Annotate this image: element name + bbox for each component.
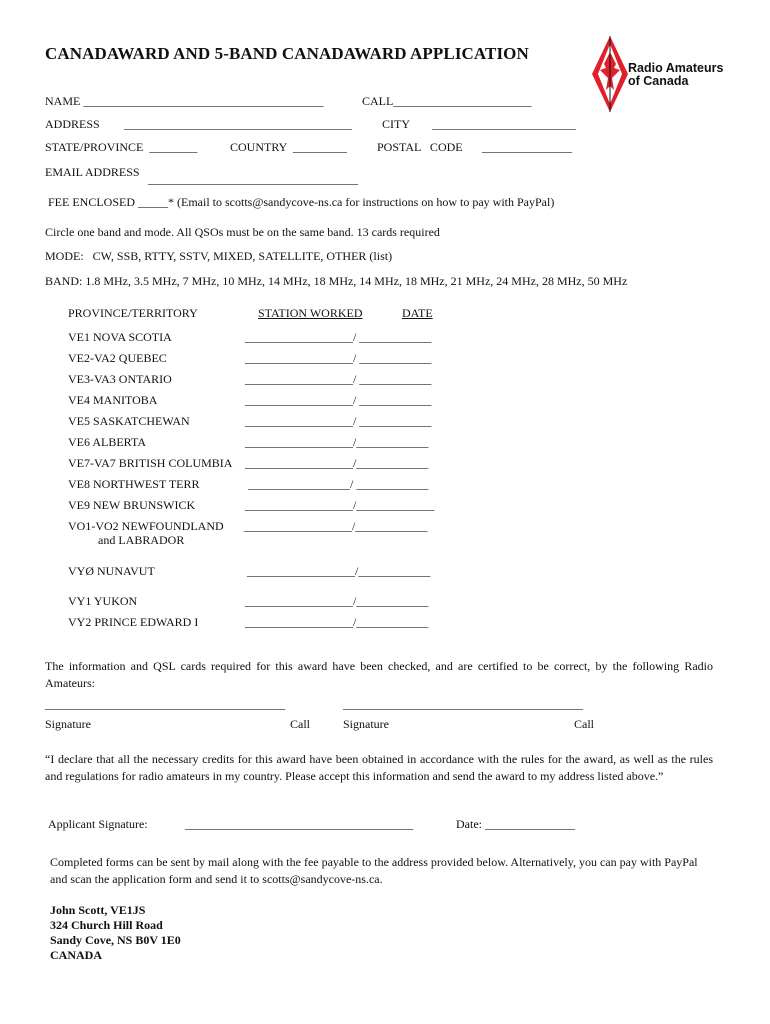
email-label: EMAIL ADDRESS — [45, 165, 140, 179]
row-province: VE9 NEW BRUNSWICK — [68, 498, 196, 512]
mail-address — [50, 903, 181, 963]
name-field[interactable]: NAME ________________________________________ — [45, 94, 324, 108]
completed-paragraph: Completed forms can be sent by mail along with the fee payable to the address provided below. Alternatively, you can pay with PayPal and scan the application form and send it to scotts@sandycove-ns.ca. — [50, 855, 698, 886]
date-header: DATE — [402, 306, 433, 320]
certify-paragraph: The information and QSL cards required for this award have been checked, and are certified to be correct, by the following Radio Amateurs: — [45, 659, 713, 690]
address-street: 324 Church Hill Road — [50, 918, 163, 932]
row-province: VE1 NOVA SCOTIA — [68, 330, 172, 344]
country-field[interactable]: COUNTRY _________ — [230, 140, 347, 154]
applicant-signature-line[interactable]: ______________________________________ — [185, 817, 413, 831]
signature-label-right: Signature — [343, 717, 389, 731]
row-province: VE4 MANITOBA — [68, 393, 158, 407]
mode-line: MODE: CW, SSB, RTTY, SSTV, MIXED, SATELLITE, OTHER (list) — [45, 249, 393, 263]
row-province-cont: and LABRADOR — [98, 533, 185, 547]
row-province: VE2-VA2 QUEBEC — [68, 351, 167, 365]
city-label: CITY — [382, 117, 410, 131]
rac-maple-leaf-icon — [590, 34, 630, 114]
page-title: CANADAWARD AND 5-BAND CANADAWARD APPLICATION — [45, 44, 529, 63]
address-field[interactable]: ______________________________________ — [124, 117, 352, 131]
row-entry-line[interactable]: __________________/____________ — [245, 594, 429, 608]
row-province: VE8 NORTHWEST TERR — [68, 477, 200, 491]
row-province: VY1 YUKON — [68, 594, 138, 608]
station-header: STATION WORKED — [258, 306, 363, 320]
signature-line-left[interactable]: ________________________________________ — [45, 697, 285, 711]
row-entry-line[interactable]: __________________/ ____________ — [245, 330, 432, 344]
address-label: ADDRESS — [45, 117, 100, 131]
row-entry-line[interactable]: _________________/ ____________ — [248, 477, 429, 491]
row-entry-line[interactable]: __________________/____________ — [247, 564, 431, 578]
address-name: John Scott, VE1JS — [50, 903, 146, 917]
row-entry-line[interactable]: __________________/____________ — [244, 519, 428, 533]
row-entry-line[interactable]: __________________/ ____________ — [245, 414, 432, 428]
call-label-right: Call — [574, 717, 594, 731]
row-province: VE6 ALBERTA — [68, 435, 146, 449]
row-province: VE5 SASKATCHEWAN — [68, 414, 190, 428]
row-province: VY2 PRINCE EDWARD I — [68, 615, 199, 629]
fee-line: FEE ENCLOSED _____* (Email to scotts@sandycove-ns.ca for instructions on how to pay with PayPal) — [48, 195, 555, 209]
row-entry-line[interactable]: __________________/____________ — [245, 615, 429, 629]
row-province: VO1-VO2 NEWFOUNDLAND — [68, 519, 224, 533]
row-entry-line[interactable]: __________________/ ____________ — [245, 351, 432, 365]
row-province: VE3-VA3 ONTARIO — [68, 372, 172, 386]
rac-logo — [590, 34, 740, 114]
row-entry-line[interactable]: __________________/ ____________ — [245, 393, 432, 407]
address-city: Sandy Cove, NS B0V 1E0 — [50, 933, 181, 947]
instructions: Circle one band and mode. All QSOs must be on the same band. 13 cards required — [45, 225, 440, 239]
row-entry-line[interactable]: __________________/____________ — [245, 435, 429, 449]
postal-field[interactable]: _______________ — [482, 140, 572, 154]
band-line: BAND: 1.8 MHz, 3.5 MHz, 7 MHz, 10 MHz, 14 MHz, 18 MHz, 14 MHz, 18 MHz, 21 MHz, 24 MHz, 28 MHz, 50 MHz — [45, 274, 628, 288]
applicant-signature-label: Applicant Signature: — [48, 817, 148, 831]
declaration-paragraph: “I declare that all the necessary credits for this award have been obtained in accordance with the rules for the award, as well as the rules and regulations for radio amateurs in my country. Please accept this information and send the award to my address listed above.” — [45, 752, 713, 783]
signature-label-left: Signature — [45, 717, 91, 731]
city-field[interactable]: ________________________ — [432, 117, 576, 131]
logo-line1: Radio Amateurs — [628, 61, 724, 75]
state-field[interactable]: STATE/PROVINCE ________ — [45, 140, 198, 154]
row-province: VYØ NUNAVUT — [68, 564, 155, 578]
signature-line-right[interactable]: ________________________________________ — [343, 697, 583, 711]
row-entry-line[interactable]: __________________/_____________ — [245, 498, 435, 512]
address-country: CANADA — [50, 948, 102, 962]
logo-line2: of Canada — [628, 74, 689, 88]
row-entry-line[interactable]: __________________/ ____________ — [245, 372, 432, 386]
postal-label: POSTAL CODE — [377, 140, 463, 154]
call-field[interactable]: CALL_______________________ — [362, 94, 532, 108]
email-field[interactable]: ___________________________________ — [148, 172, 358, 186]
province-header: PROVINCE/TERRITORY — [68, 306, 198, 320]
row-province: VE7-VA7 BRITISH COLUMBIA — [68, 456, 233, 470]
applicant-date-field[interactable]: Date: _______________ — [456, 817, 575, 831]
call-label-left: Call — [290, 717, 310, 731]
row-entry-line[interactable]: __________________/____________ — [245, 456, 429, 470]
